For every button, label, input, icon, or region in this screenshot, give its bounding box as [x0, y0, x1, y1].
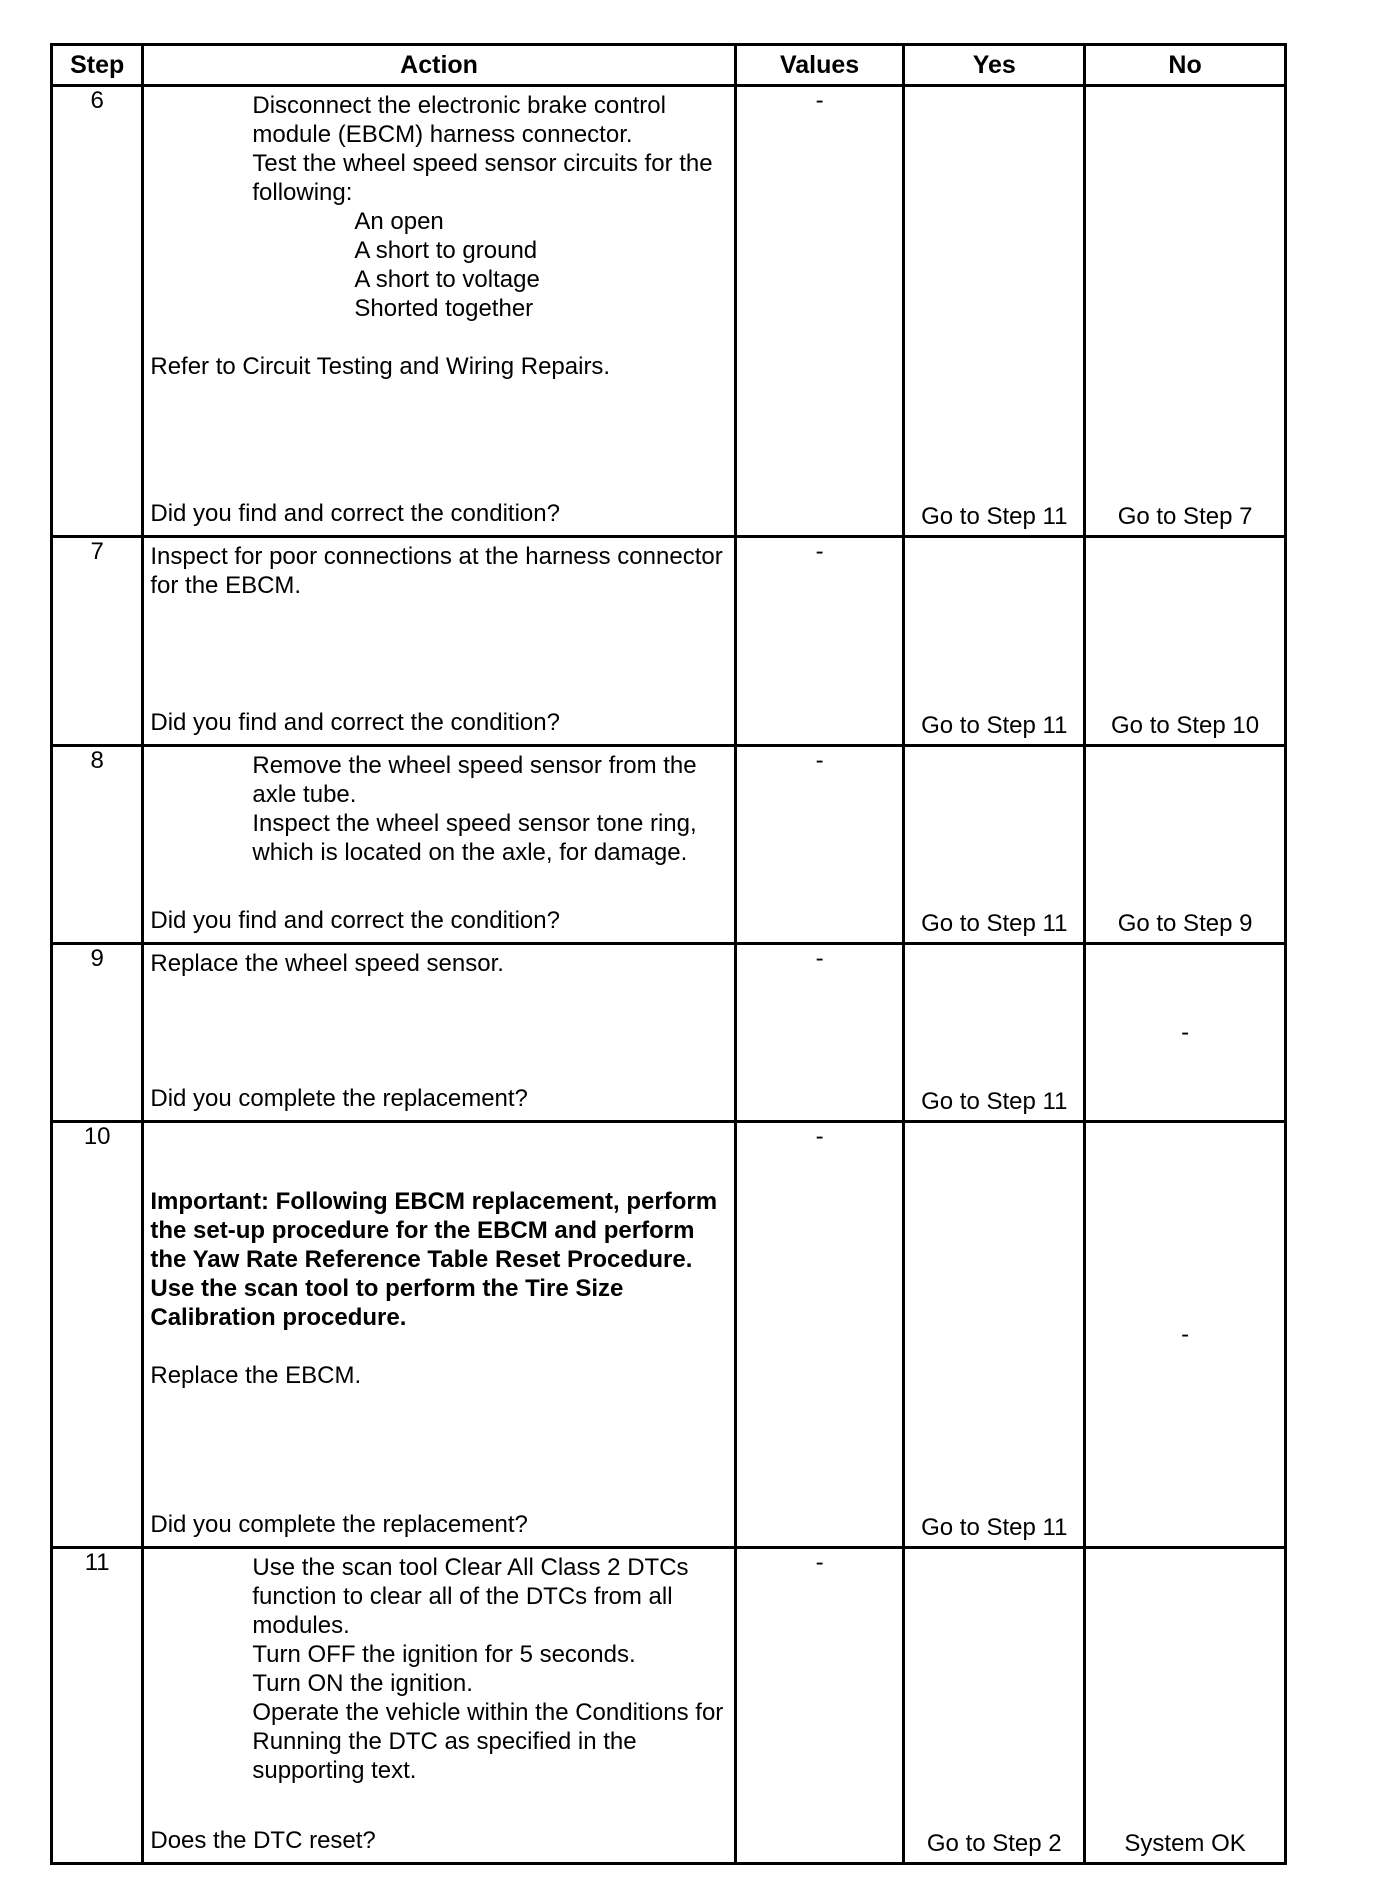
- important-notice: Important: Following EBCM replacement, perform the set-up procedure for the EBCM and perform the Yaw Rate Reference Table Reset Procedure. Use the scan tool to perform the Tire Size Calibration procedure.: [150, 1188, 718, 1331]
- yes-cell: [904, 746, 1085, 944]
- action-bullet: Remove the wheel speed sensor from the axle tube.: [252, 752, 697, 808]
- no-cell: [1085, 86, 1286, 537]
- no-link: Go to Step 10: [1111, 712, 1260, 739]
- action-bullet: Test the wheel speed sensor circuits for the following:: [252, 150, 713, 206]
- action-subitem: A short to voltage: [354, 266, 540, 293]
- header-values: Values: [735, 45, 904, 86]
- no-cell: [1085, 746, 1286, 944]
- no-link: Go to Step 7: [1117, 503, 1253, 530]
- table-row-step-11: [52, 1548, 1286, 1864]
- step-number: 8: [52, 746, 143, 944]
- action-question: Did you find and correct the condition?: [150, 709, 560, 736]
- values-cell: -: [735, 1548, 904, 1864]
- no-cell: [1085, 537, 1286, 746]
- yes-link: Go to Step 11: [921, 910, 1068, 937]
- no-cell: [1085, 1122, 1286, 1548]
- no-link: System OK: [1124, 1830, 1246, 1857]
- no-link: Go to Step 9: [1117, 910, 1253, 937]
- no-cell: [1085, 944, 1286, 1122]
- action-cell: [143, 746, 735, 944]
- action-bullet: Inspect the wheel speed sensor tone ring, which is located on the axle, for damage.: [252, 810, 697, 866]
- action-cell: [143, 1122, 735, 1548]
- yes-link: Go to Step 11: [921, 1088, 1068, 1115]
- diagnostic-table: [50, 43, 1287, 1865]
- yes-cell: [904, 1548, 1085, 1864]
- yes-cell: [904, 944, 1085, 1122]
- action-text: Inspect for poor connections at the harness connector for the EBCM.: [150, 543, 723, 599]
- step-number: 7: [52, 537, 143, 746]
- action-question: Did you find and correct the condition?: [150, 500, 560, 527]
- step-number: 10: [52, 1122, 143, 1548]
- action-question: Did you complete the replacement?: [150, 1511, 528, 1538]
- no-link: -: [1181, 1018, 1190, 1046]
- yes-link: Go to Step 11: [921, 503, 1068, 530]
- yes-link: Go to Step 11: [921, 712, 1068, 739]
- header-step: Step: [52, 45, 143, 86]
- yes-link: Go to Step 11: [921, 1514, 1068, 1541]
- table-row-step-9: [52, 944, 1286, 1122]
- table-row-step-10: [52, 1122, 1286, 1548]
- action-cell: [143, 1548, 735, 1864]
- no-cell: [1085, 1548, 1286, 1864]
- step-number: 6: [52, 86, 143, 537]
- action-note: Refer to Circuit Testing and Wiring Repairs.: [150, 353, 611, 380]
- values-cell: -: [735, 537, 904, 746]
- step-number: 11: [52, 1548, 143, 1864]
- action-bullet: Turn OFF the ignition for 5 seconds.: [252, 1641, 636, 1668]
- action-subitem: An open: [354, 208, 444, 235]
- yes-cell: [904, 537, 1085, 746]
- values-cell: -: [735, 944, 904, 1122]
- action-question: Does the DTC reset?: [150, 1827, 376, 1854]
- action-cell: [143, 944, 735, 1122]
- action-question: Did you find and correct the condition?: [150, 907, 560, 934]
- yes-cell: [904, 86, 1085, 537]
- header-row: [52, 45, 1286, 86]
- step-number: 9: [52, 944, 143, 1122]
- action-text: Replace the EBCM.: [150, 1362, 362, 1389]
- yes-link: Go to Step 2: [926, 1830, 1062, 1857]
- action-subitem: Shorted together: [354, 295, 534, 322]
- header-action: Action: [143, 45, 735, 86]
- header-yes: Yes: [904, 45, 1085, 86]
- values-cell: -: [735, 746, 904, 944]
- action-question: Did you complete the replacement?: [150, 1085, 528, 1112]
- values-cell: -: [735, 86, 904, 537]
- table-row-step-6: [52, 86, 1286, 537]
- yes-cell: [904, 1122, 1085, 1548]
- table-row-step-7: [52, 537, 1286, 746]
- no-link: -: [1181, 1320, 1190, 1348]
- header-no: No: [1085, 45, 1286, 86]
- action-cell: [143, 537, 735, 746]
- values-cell: -: [735, 1122, 904, 1548]
- action-subitem: A short to ground: [354, 237, 538, 264]
- action-text: Replace the wheel speed sensor.: [150, 950, 504, 977]
- action-cell: [143, 86, 735, 537]
- action-bullet: Turn ON the ignition.: [252, 1670, 473, 1697]
- table-row-step-8: [52, 746, 1286, 944]
- action-bullet: Use the scan tool Clear All Class 2 DTCs function to clear all of the DTCs from all modules.: [252, 1554, 689, 1639]
- action-bullet: Operate the vehicle within the Conditions for Running the DTC as specified in the supporting text.: [252, 1699, 724, 1784]
- action-bullet: Disconnect the electronic brake control module (EBCM) harness connector.: [252, 92, 666, 148]
